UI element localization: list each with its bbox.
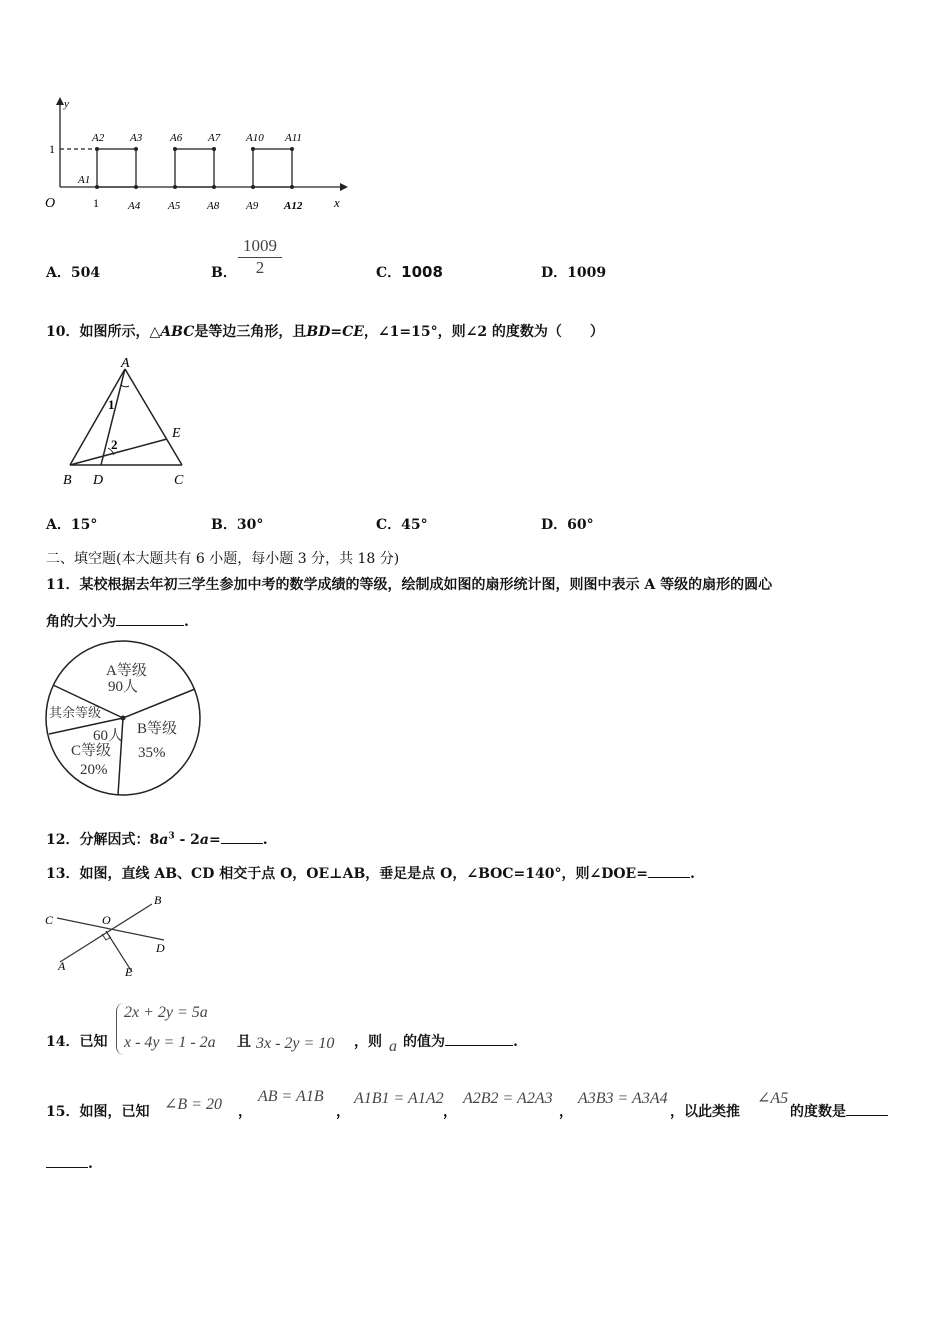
q12-answer-blank[interactable] <box>221 831 263 844</box>
pie-a-value: 90人 <box>108 679 139 695</box>
label-E: E <box>172 426 181 441</box>
q15-m1: ∠B = 20 <box>164 1096 222 1113</box>
label-E: E <box>125 965 133 978</box>
section-2-heading: 二、填空题(本大题共有 6 小题，每小题 3 分，共 18 分) <box>46 551 400 567</box>
label-a10: A10 <box>246 132 264 144</box>
label-a12: A12 <box>284 200 303 212</box>
q9-option-d: D．1009 <box>541 265 607 281</box>
q15-comma-1: ， <box>238 1104 252 1120</box>
label-a8: A8 <box>207 200 220 212</box>
q10-text: 10．如图所示，△ABC是等边三角形，且BD=CE，∠1=15°，则∠2 的度数为（ ） <box>46 324 604 340</box>
q14-pre: 14．已知 <box>46 1034 108 1050</box>
pie-b-value: 35% <box>138 745 166 761</box>
q14-post: 的值为 . <box>403 1034 518 1050</box>
pie-b-label: B等级 <box>137 721 178 737</box>
q15-pre: 15．如图，已知 <box>46 1104 150 1120</box>
pie-other-label: 其余等级 <box>49 705 102 720</box>
q9-option-b-letter: B． <box>211 265 237 281</box>
label-a11: A11 <box>285 132 302 144</box>
q15-line2: . <box>46 1155 93 1172</box>
pie-chart <box>42 639 207 801</box>
q9-option-c: C．1008 <box>376 263 443 281</box>
label-a2: A2 <box>92 132 105 144</box>
rect-3 <box>253 149 292 187</box>
one-x-label: 1 <box>93 196 99 210</box>
label-O: O <box>102 913 111 927</box>
q11-line2: 角的大小为 . <box>46 614 189 630</box>
pie-c-value: 20% <box>80 762 108 778</box>
fraction-numerator: 1009 <box>243 236 277 255</box>
q15-mid: ，以此类推 <box>670 1104 740 1120</box>
q14-answer-blank[interactable] <box>445 1033 513 1046</box>
q15-m5: A3B3 = A3A4 <box>578 1090 668 1107</box>
label-B: B <box>63 473 72 488</box>
q12-text: 12．分解因式：$8a^3 - 2a=$ . <box>46 831 268 848</box>
q15-comma-4: ， <box>559 1104 573 1120</box>
rect-2 <box>175 149 214 187</box>
triangle-figure <box>55 352 200 492</box>
label-a7: A7 <box>208 132 221 144</box>
q10-option-b: B．30° <box>211 517 264 533</box>
label-A: A <box>58 959 66 973</box>
q14-then: ，则 <box>354 1034 382 1050</box>
q9-option-b-fraction <box>238 236 282 278</box>
angle-2-label: 2 <box>111 437 118 452</box>
label-a4: A4 <box>128 200 141 212</box>
q9-option-a: A．504 <box>46 265 101 281</box>
q14-eq3: 3x - 2y = 10 <box>256 1035 335 1052</box>
label-C: C <box>174 473 184 488</box>
q15-answer-blank-1[interactable] <box>846 1103 888 1116</box>
y-label: y <box>64 98 69 110</box>
pie-c-label: C等级 <box>71 743 112 759</box>
x-label: x <box>334 195 340 210</box>
coordinate-figure <box>40 95 350 215</box>
q15-m6: ∠A5 <box>757 1090 789 1107</box>
label-D: D <box>93 473 104 488</box>
label-B: B <box>154 893 162 907</box>
label-A: A <box>121 356 130 371</box>
label-a6: A6 <box>170 132 183 144</box>
q15-comma-2: ， <box>336 1104 350 1120</box>
q10-option-a: A．15° <box>46 517 98 533</box>
label-a3: A3 <box>130 132 143 144</box>
label-a1: A1 <box>78 174 91 186</box>
pie-other-value: 60人 <box>93 728 124 744</box>
one-y-label: 1 <box>49 142 55 156</box>
q11-answer-blank[interactable] <box>116 613 184 626</box>
q14-eq1: 2x + 2y = 5a <box>124 1004 208 1021</box>
q15-m4: A2B2 = A2A3 <box>463 1090 553 1107</box>
pie-a-label: A等级 <box>106 663 147 679</box>
rect-1 <box>97 149 136 187</box>
q15-m2: AB = A1B <box>258 1088 324 1105</box>
label-C: C <box>45 913 54 927</box>
q15-post: 的度数是 <box>790 1101 888 1121</box>
label-a5: A5 <box>168 200 181 212</box>
q10-option-c: C．45° <box>376 517 428 533</box>
fraction-denominator: 2 <box>238 257 282 278</box>
angle-1-label: 1 <box>108 397 115 412</box>
q10-option-d: D．60° <box>541 517 594 533</box>
q15-comma-3: ， <box>443 1104 457 1120</box>
origin-label: O <box>45 196 56 211</box>
q15-m3: A1B1 = A1A2 <box>354 1090 444 1107</box>
q14-and: 且 <box>237 1034 251 1050</box>
q14-eq2: x - 4y = 1 - 2a <box>124 1034 216 1051</box>
label-a9: A9 <box>246 200 259 212</box>
q11-line1: 11．某校根据去年初三学生参加中考的数学成绩的等级，绘制成如图的扇形统计图，则图中表示 A 等级的扇形的圆心 <box>46 577 773 593</box>
q15-answer-blank-2[interactable] <box>46 1155 88 1168</box>
q14-var: a <box>389 1038 397 1055</box>
lines-figure <box>42 890 172 978</box>
q13-answer-blank[interactable] <box>648 865 690 878</box>
label-D: D <box>156 941 165 955</box>
q13-text: 13．如图，直线 AB、CD 相交于点 O，OE⊥AB，垂足是点 O，∠BOC=140°，则∠DOE= . <box>46 866 695 882</box>
